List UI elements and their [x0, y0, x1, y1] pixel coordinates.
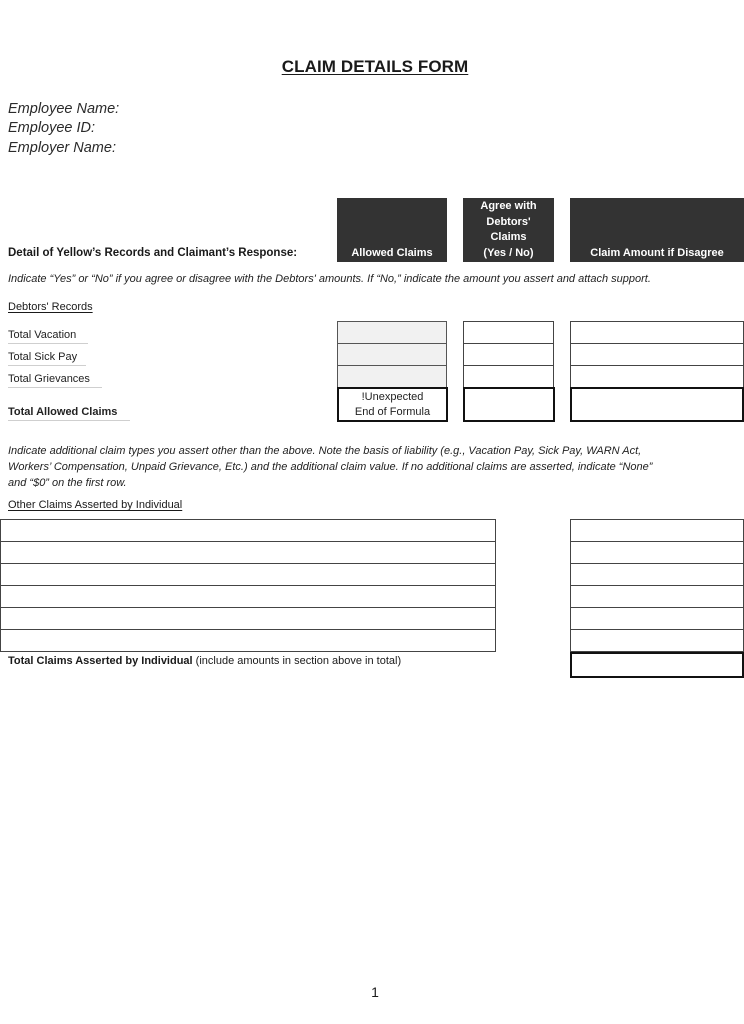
header-agree-line1: Agree with — [480, 200, 537, 212]
allowed-total-line1: !Unexpected — [361, 390, 424, 403]
total-claims-label — [8, 655, 401, 667]
header-agree-line4: (Yes / No) — [483, 246, 534, 259]
detail-label: Detail of Yellow’s Records and Claimant’s Response: — [8, 247, 298, 259]
header-allowed-claims-text: Allowed Claims — [351, 246, 433, 259]
header-claim-amount-text: Claim Amount if Disagree — [590, 246, 724, 259]
header-agree-line3: Claims — [490, 231, 527, 243]
other-claim-description-input-4[interactable] — [0, 585, 496, 608]
header-agree-line2: Debtors' — [486, 215, 531, 228]
total-claims-label-note: (include amounts in section above in total) — [192, 655, 402, 667]
other-claim-amount-input-3[interactable] — [570, 563, 744, 586]
header-agree — [463, 198, 554, 262]
other-claim-description-input-5[interactable] — [0, 607, 496, 630]
header-allowed-claims — [337, 198, 447, 262]
form-title-text: CLAIM DETAILS FORM — [281, 57, 469, 76]
amount-vacation-input[interactable] — [570, 321, 744, 344]
employer-name-label: Employer Name: — [8, 140, 116, 156]
agree-vacation-input[interactable] — [463, 321, 554, 344]
other-claims-heading: Other Claims Asserted by Individual — [8, 499, 183, 511]
instruction-additional-line3: and “$0” on the first row. — [8, 477, 127, 489]
amount-total-input[interactable] — [570, 387, 744, 422]
allowed-vacation-cell — [337, 321, 447, 344]
other-claim-amount-input-6[interactable] — [570, 629, 744, 652]
header-claim-amount — [570, 198, 744, 262]
instruction-additional-line2: Workers’ Compensation, Unpaid Grievance, Etc.) and the additional claim value. If no additional claims are asserted, indicate “None” — [8, 461, 653, 473]
instruction-agree: Indicate “Yes” or “No” if you agree or disagree with the Debtors' amounts. If “No,” indicate the amount you assert and attach support. — [8, 273, 651, 285]
amount-sick-pay-input[interactable] — [570, 343, 744, 366]
agree-sick-pay-input[interactable] — [463, 343, 554, 366]
allowed-grievances-cell — [337, 365, 447, 388]
page-number: 1 — [371, 984, 379, 1000]
other-claim-description-input-2[interactable] — [0, 541, 496, 564]
row-label-sick-pay: Total Sick Pay — [8, 350, 86, 366]
total-claims-input[interactable] — [570, 652, 744, 678]
allowed-sick-pay-cell — [337, 343, 447, 366]
employee-id-label: Employee ID: — [8, 120, 96, 136]
other-claim-amount-input-4[interactable] — [570, 585, 744, 608]
other-claim-description-input-3[interactable] — [0, 563, 496, 586]
instruction-additional-line1: Indicate additional claim types you assert other than the above. Note the basis of liability (e.g., Vacation Pay, Sick Pay, WARN Act, — [8, 445, 642, 457]
allowed-total-cell — [337, 387, 448, 422]
total-claims-label-bold: Total Claims Asserted by Individual — [8, 655, 193, 667]
form-title — [0, 57, 744, 77]
other-claim-description-input-1[interactable] — [0, 519, 496, 542]
agree-grievances-input[interactable] — [463, 365, 554, 388]
employee-name-label: Employee Name: — [8, 101, 120, 117]
agree-total-input[interactable] — [463, 387, 555, 422]
other-claim-amount-input-2[interactable] — [570, 541, 744, 564]
debtors-records-heading: Debtors' Records — [8, 301, 93, 313]
row-label-total-allowed: Total Allowed Claims — [8, 405, 130, 421]
amount-grievances-input[interactable] — [570, 365, 744, 388]
row-label-grievances: Total Grievances — [8, 372, 102, 388]
header-agree-text — [480, 199, 536, 261]
other-claim-description-input-6[interactable] — [0, 629, 496, 652]
allowed-total-line2: End of Formula — [354, 405, 431, 418]
other-claim-amount-input-1[interactable] — [570, 519, 744, 542]
other-claim-amount-input-5[interactable] — [570, 607, 744, 630]
row-label-vacation: Total Vacation — [8, 328, 88, 344]
